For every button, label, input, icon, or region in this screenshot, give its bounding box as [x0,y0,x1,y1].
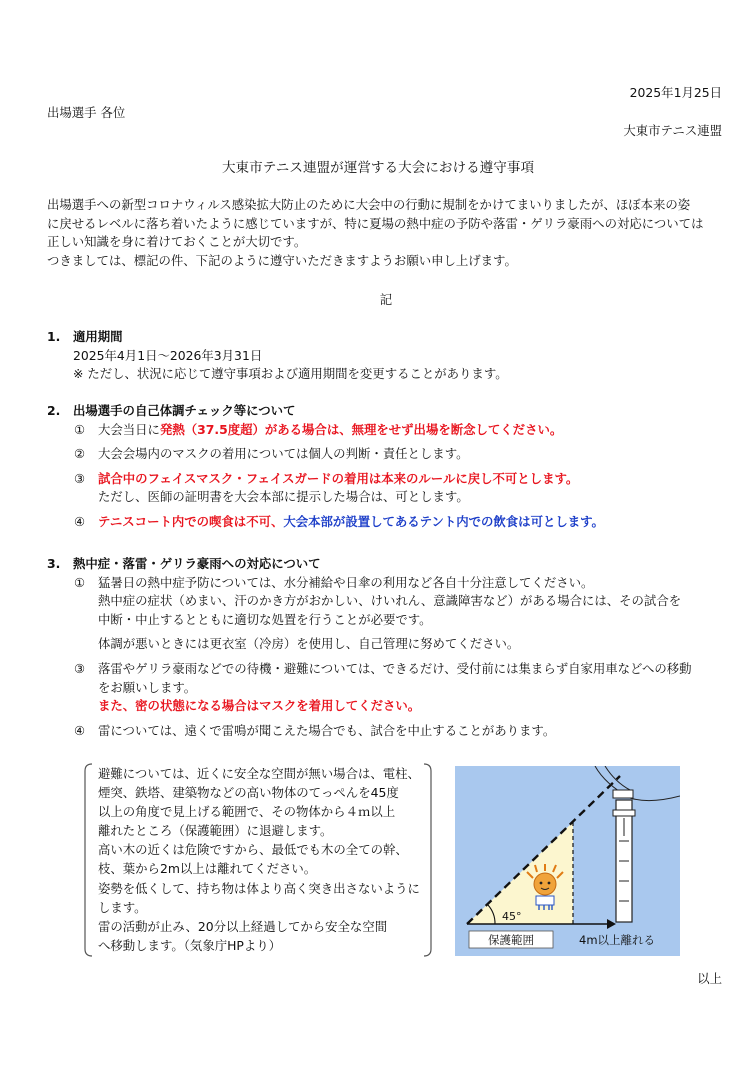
item-marker: ① [74,421,86,437]
intro-paragraph [47,196,719,270]
note-line: 姿勢を低くして、持ち物は体より高く突き出さないように [98,880,420,896]
item-text: 猛暑日の熱中症予防については、水分補給や日傘の利用など各自十分注意してください。 [98,574,594,590]
evacuation-note-text [98,764,420,955]
period-note: ※ ただし、状況に応じて遵守事項および適用期間を変更することがあります。 [73,366,508,382]
list-item [47,660,692,716]
period-range: 2025年4月1日～2026年3月31日 [73,347,263,363]
distance-label: 4m以上離れる [579,933,656,947]
item-text: 熱中症の症状（めまい、汗のかき方がおかしい、けいれん、意識障害など）がある場合には、その試合を [98,593,682,609]
intro-line: つきましては、標記の件、下記のように遵守いただきますようお願い申し上げます。 [47,252,517,268]
note-line: 離れたところ（保護範囲）に退避します。 [98,823,333,839]
protection-range-diagram [455,766,680,956]
item-text: をお願いします。 [98,679,197,695]
item-marker: ④ [74,722,86,738]
note-line: します。 [98,899,147,915]
range-label: 保護範囲 [488,933,534,947]
document-title: 大東市テニス連盟が運営する大会における遵守事項 [221,160,535,176]
closing-ijo: 以上 [697,971,722,986]
item-emphasis-red: 発熱（37.5度超）がある場合は、無理をせず出場を断念してください。 [159,421,563,437]
item-text: 中断・中止するとともに適切な処置を行うことが必要です。 [98,611,432,627]
item-emphasis-red: 試合中のフェイスマスク・フェイスガードの着用は本来のルールに戻し不可とします。 [98,470,579,486]
section-application-period [47,328,508,384]
note-line: 煙突、鉄塔、建築物などの高い物体のてっぺんを45度 [98,785,399,801]
section-title: 適用期間 [73,329,123,344]
item-text: 大会当日に [98,421,160,437]
item-marker: ④ [74,514,86,530]
note-line: 高い木の近くは危険ですから、最低でも木の全ての幹、 [98,842,408,858]
item-emphasis-red: また、密の状態になる場合はマスクを着用してください。 [98,698,421,714]
document-date: 2025年1月25日 [629,85,722,100]
section-title: 熱中症・落雷・ゲリラ豪雨への対応について [73,556,321,571]
item-marker: ① [74,574,86,590]
addressee: 出場選手 各位 [47,105,126,120]
item-marker: ③ [74,661,86,677]
item-emphasis-blue: 大会本部が設置してあるテント内での飲食は可とします。 [283,514,604,530]
list-item [47,513,604,532]
section-heatstroke-lightning [47,555,692,740]
list-item [47,445,604,464]
item-text: 落雷やゲリラ豪雨などでの待機・避難については、できるだけ、受付前には集まらず自家用車などへの移動 [98,661,692,677]
note-line: 枝、葉から2m以上は離れてください。 [98,861,317,877]
section-health-check [47,402,604,532]
item-text: 体調が悪いときには更衣室（冷房）を使用し、自己管理に努めてください。 [98,636,520,652]
section-number: 3. [47,556,61,571]
evacuation-note-box [82,763,434,957]
list-item [47,635,692,654]
section-number: 1. [47,329,61,344]
item-emphasis-red: テニスコート内での喫食は不可、 [98,514,284,530]
item-marker: ③ [74,470,86,486]
ki-heading: 記 [379,292,393,307]
item-text: ただし、医師の証明書を大会本部に提示した場合は、可とします。 [98,489,469,505]
intro-line: 正しい知識を身に着けておくことが大切です。 [47,234,307,250]
angle-label: 45° [502,910,522,923]
item-text: 大会会場内のマスクの着用については個人の判断・責任とします。 [98,446,469,462]
item-text: 雷については、遠くで雷鳴が聞こえた場合でも、試合を中止することがあります。 [98,722,556,738]
item-marker: ② [74,446,86,462]
note-line: 以上の角度で見上げる範囲で、その物体から４ｍ以上 [98,804,396,820]
note-line: 雷の活動が止み、20分以上経過してから安全な空間 [98,918,388,934]
section-heading [47,555,692,574]
intro-line: に戻せるレベルに落ち着いたように感じていますが、特に夏場の熱中症の予防や落雷・ゲリラ豪雨への対応については [47,215,704,231]
sender-organization: 大東市テニス連盟 [623,123,722,138]
section-heading [47,402,604,421]
note-line: へ移動します。（気象庁HPより） [98,937,282,953]
note-line: 避難については、近くに安全な空間が無い場合は、電柱、 [98,766,420,781]
intro-line: 出場選手への新型コロナウィルス感染拡大防止のために大会中の行動に規制をかけてまいりましたが、ほぼ本来の姿 [47,197,691,212]
section-heading [47,328,508,347]
list-item [47,722,692,741]
list-item [47,574,692,630]
section-title: 出場選手の自己体調チェック等について [73,403,296,418]
section-number: 2. [47,403,61,418]
list-item [47,470,604,507]
list-item [47,421,604,440]
